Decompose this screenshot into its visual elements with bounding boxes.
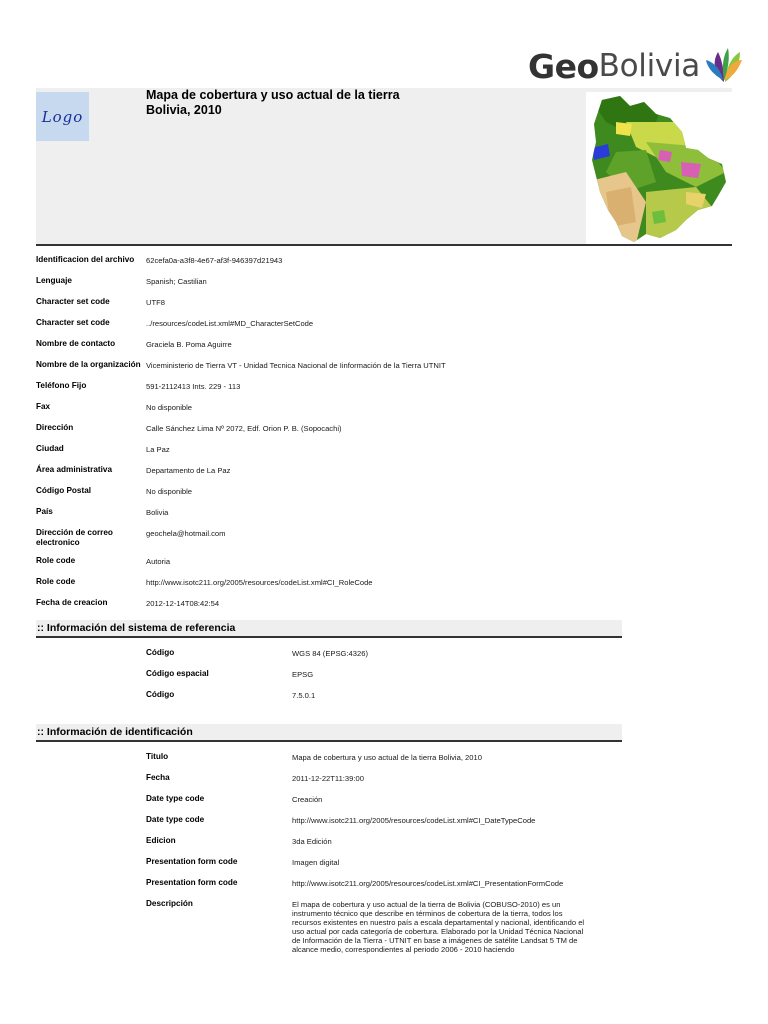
metadata-label: Character set code [36,297,110,306]
header-divider [36,244,732,246]
metadata-value: No disponible [146,403,193,412]
reference-value: EPSG [292,670,314,679]
metadata-value: No disponible [146,487,193,496]
reference-row [146,686,626,707]
metadata-row [36,377,656,398]
metadata-label: Fax [36,402,51,411]
reference-system-heading: :: Información del sistema de referencia [37,622,236,634]
document-title [146,88,400,118]
metadata-row [36,573,656,594]
identification-value: http://www.isotc211.org/2005/resources/codeList.xml#CI_DateTypeCode [292,816,536,825]
logo-text: Logo [41,107,84,126]
reference-label: Código [146,648,175,657]
identification-row [146,748,626,769]
identification-value: 3da Edición [292,837,332,846]
identification-row [146,853,626,874]
document-header [36,88,732,244]
identification-row [146,832,626,853]
identification-value: Mapa de cobertura y uso actual de la tierra Bolivia, 2010 [292,753,482,762]
metadata-row [36,461,656,482]
bolivia-land-cover-map [586,92,732,244]
metadata-label: Identificacion del archivo [36,255,135,264]
metadata-row [36,594,656,615]
metadata-row [36,419,656,440]
identification-label: Presentation form code [146,857,238,866]
metadata-row [36,356,656,377]
metadata-value: Graciela B. Poma Aguirre [146,340,232,349]
metadata-value: Bolivia [146,508,169,517]
brand-geo-text: Geo [528,46,599,86]
description-label: Descripción [146,899,193,908]
metadata-value: Calle Sánchez Lima Nº 2072, Edf. Orion P. B. (Sopocachi) [146,424,342,433]
file-metadata-list [36,251,656,615]
metadata-label: Dirección [36,423,74,432]
metadata-value: 591-2112413 Ints. 229 - 113 [146,382,241,391]
metadata-label: Área administrativa [36,465,112,474]
metadata-value: Spanish; Castilian [146,277,207,286]
reference-system-section-header [36,620,622,638]
identification-heading: :: Información de identificación [37,726,193,738]
identification-row [146,790,626,811]
identification-section-header [36,724,622,742]
identification-value: Creación [292,795,323,804]
metadata-label: Nombre de la organización [36,360,141,369]
metadata-label: Role code [36,577,76,586]
metadata-value: 62cefa0a-a3f8-4e67-af3f-946397d21943 [146,256,283,265]
reference-label: Código espacial [146,669,209,678]
metadata-label: Ciudad [36,444,64,453]
identification-label: Titulo [146,752,169,761]
metadata-row [36,503,656,524]
reference-system-list [146,644,626,707]
metadata-value: http://www.isotc211.org/2005/resources/codeList.xml#CI_RoleCode [146,578,373,587]
metadata-value: ../resources/codeList.xml#MD_CharacterSetCode [146,319,314,328]
metadata-label: Código Postal [36,486,92,495]
geobolivia-leaf-mark-icon [704,46,744,86]
metadata-row [36,272,656,293]
identification-label: Date type code [146,794,205,803]
metadata-row [36,552,656,573]
metadata-label: Lenguaje [36,276,72,285]
metadata-row [36,398,656,419]
title-line-2: Bolivia, 2010 [146,103,222,117]
title-line-1: Mapa de cobertura y uso actual de la tierra [146,88,400,102]
identification-description-row [146,895,626,965]
identification-row [146,769,626,790]
metadata-value: 2012-12-14T08:42:54 [146,599,220,608]
metadata-label: Role code [36,556,76,565]
logo-placeholder [36,92,89,141]
identification-label: Date type code [146,815,205,824]
identification-row [146,874,626,895]
metadata-value: Departamento de La Paz [146,466,231,475]
reference-label: Código [146,690,175,699]
geobolivia-brand [528,44,744,88]
metadata-label: Character set code [36,318,110,327]
metadata-value: UTF8 [146,298,165,307]
identification-row [146,811,626,832]
metadata-label: Teléfono Fijo [36,381,87,390]
reference-value: 7.5.0.1 [292,691,316,700]
metadata-value: geochela@hotmail.com [146,529,226,538]
metadata-value: La Paz [146,445,170,454]
bolivia-map-image [586,92,732,244]
metadata-row [36,335,656,356]
brand-bolivia-text: Bolivia [598,48,700,84]
metadata-value: Viceministerio de Tierra VT - Unidad Tecnica Nacional de Iinformación de la Tierra UTNIT [146,361,446,370]
reference-row [146,665,626,686]
metadata-row [36,251,656,272]
identification-label: Edicion [146,836,176,845]
metadata-row [36,524,656,552]
reference-row [146,644,626,665]
identification-label: Presentation form code [146,878,238,887]
metadata-value: Autoria [146,557,171,566]
metadata-row [36,293,656,314]
reference-value: WGS 84 (EPSG:4326) [292,649,368,658]
identification-label: Fecha [146,773,170,782]
identification-list [146,748,626,965]
metadata-label: Nombre de contacto [36,339,116,348]
metadata-row [36,482,656,503]
metadata-label: Dirección de correo electronico [36,528,113,547]
identification-value: Imagen digital [292,858,340,867]
metadata-label: País [36,507,53,516]
identification-value: 2011-12-22T11:39:00 [292,774,364,783]
metadata-label: Fecha de creacion [36,598,108,607]
identification-value: http://www.isotc211.org/2005/resources/codeList.xml#CI_PresentationFormCode [292,879,564,888]
metadata-row [36,440,656,461]
description-text: El mapa de cobertura y uso actual de la tierra de Bolivia (COBUSO-2010) es un instrumento técnico que describe en términos de cobertura de la tierra, todos los recursos existentes en nuestro país a escala departamental y nacional, identificando el uso actual por cada categoría de cobertura. Elaborado por la Unidad Técnica Nacional de Información de la Tierra - UTNIT en base a imágenes de satélite Landsat 5 TM de alcance medio, correspondientes al periodo 2006 - 2010 haciendo [292,900,585,954]
metadata-row [36,314,656,335]
